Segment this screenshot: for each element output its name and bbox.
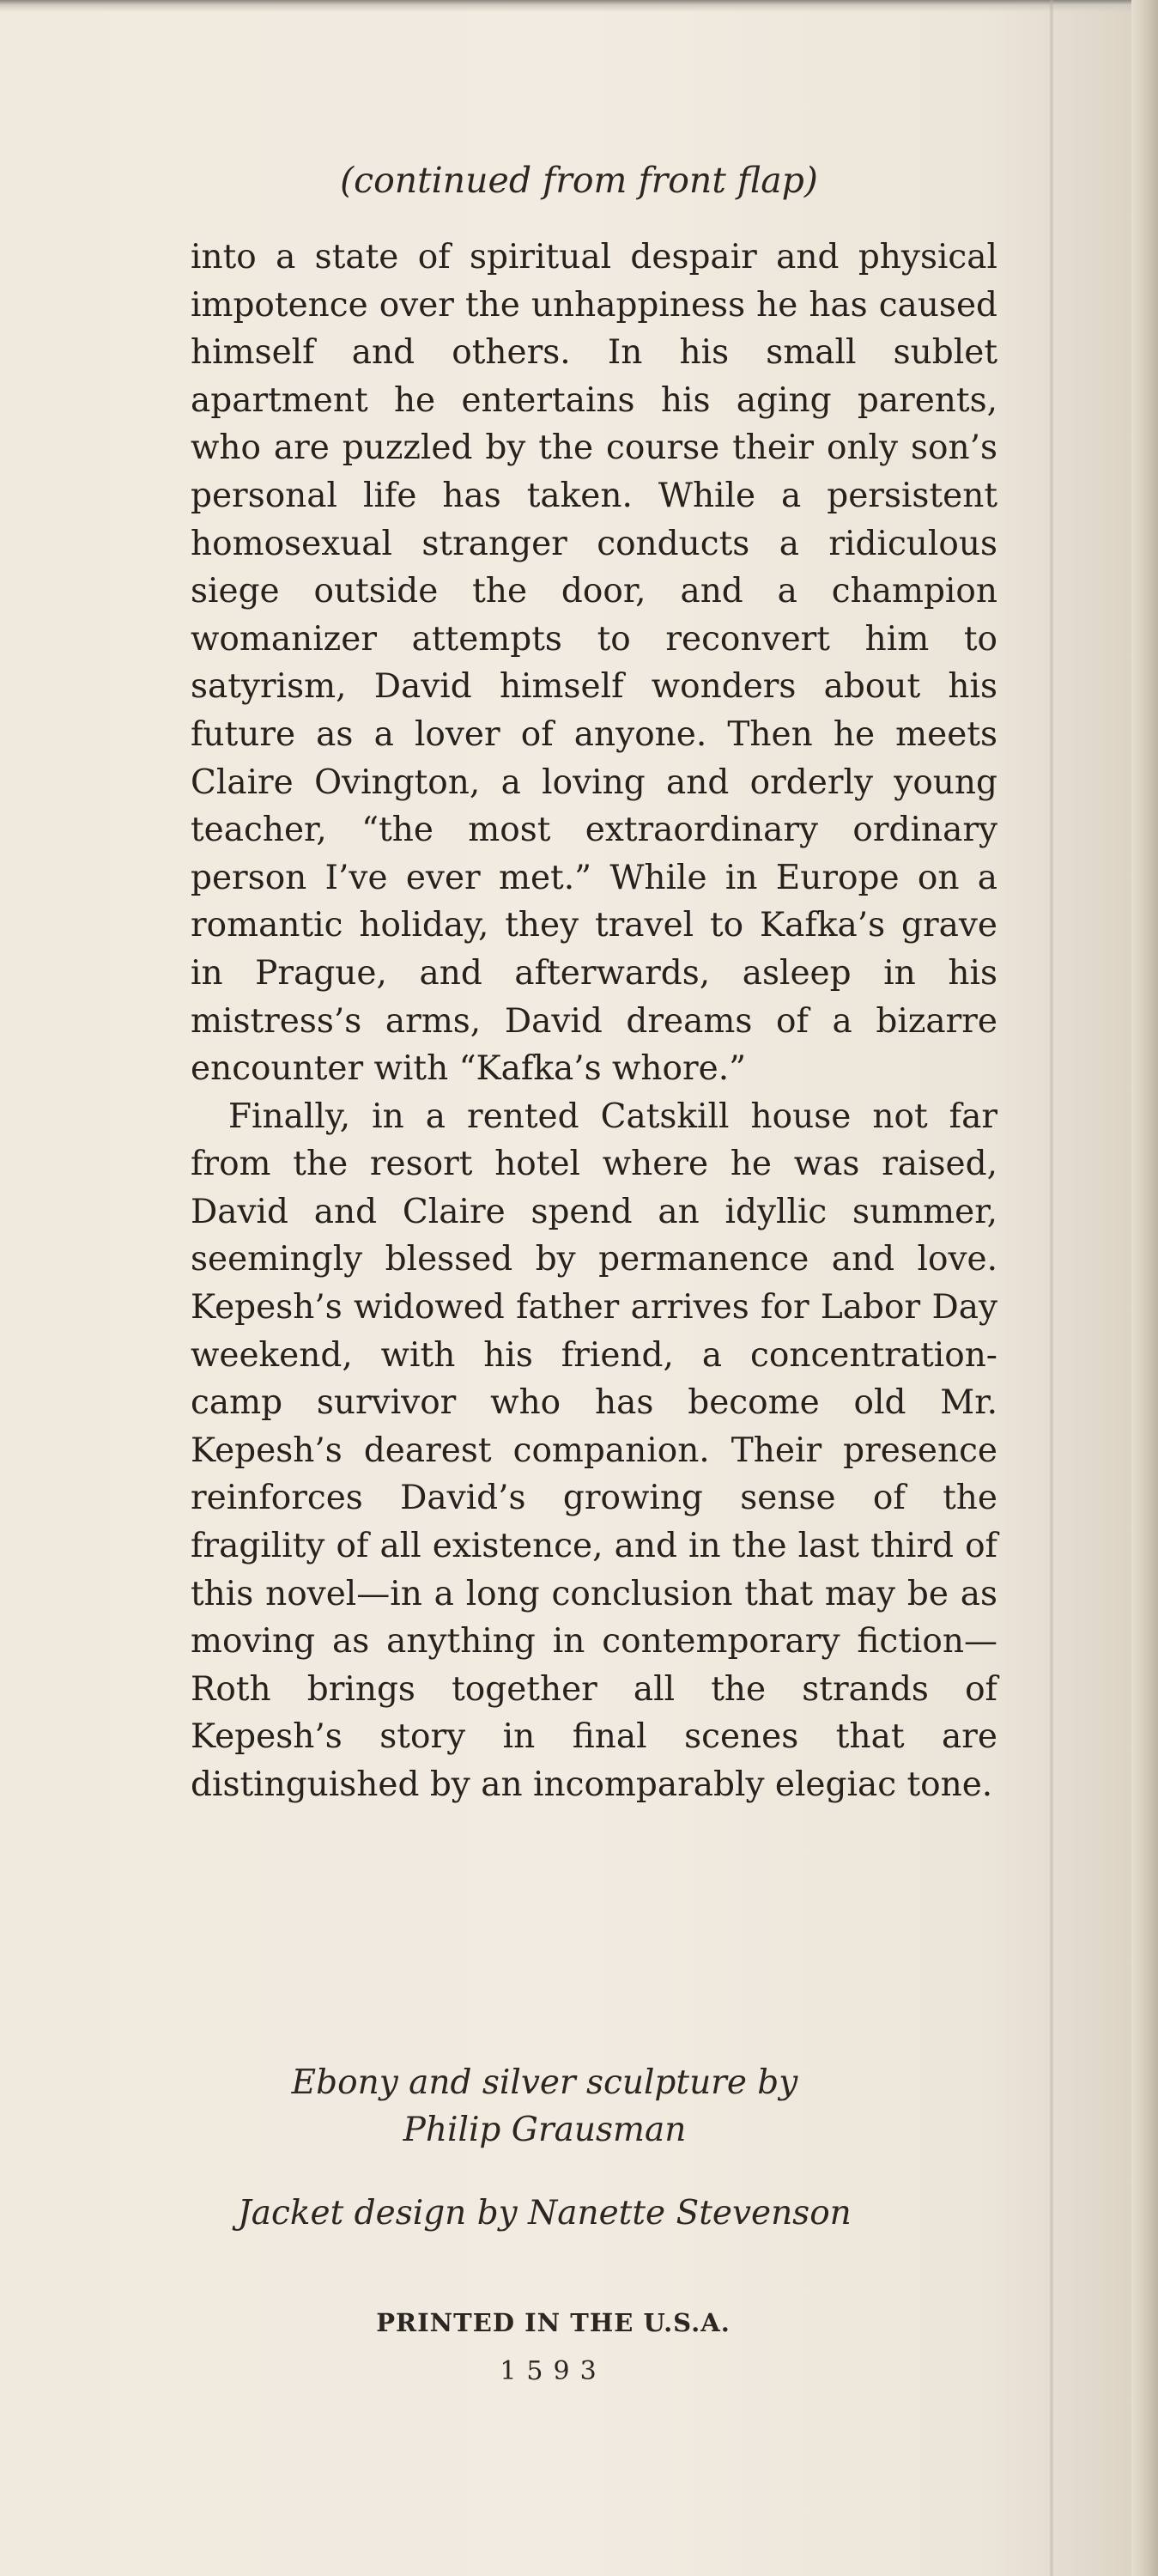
flap-paragraph-2: Finally, in a rented Catskill house not far from the resort hotel where he was raised, David and Claire spend an idyllic summer, seemingly blessed by permanence and love. Kepesh’s widowed father arrives for Labor Day weekend, with his friend, a concentration-camp survivor who has become old Mr. Kepesh’s dearest companion. Their presence reinforces David’s growing sense of the fragility of all existence, and in the last third of this novel—in a long conclusion that may be as moving as anything in contemporary fiction—Roth brings together all the strands of Kepesh’s story in final scenes that are distinguished by an incomparably elegiac tone. (191, 1097, 997, 1804)
flap-description (191, 234, 997, 1809)
sculpture-credit-line-1: Ebony and silver sculpture by (291, 2063, 798, 2102)
paper-top-edge (0, 0, 1158, 12)
flap-paragraph-1: into a state of spiritual despair and physical impotence over the unhappiness he has caused himself and others. In his small sublet apartment he entertains his aging parents, who are puzzled by the course their only son’s personal life has taken. While a persistent homosexual stranger conducts a ridiculous siege outside the door, and a champion womanizer attempts to reconvert him to satyrism, David himself wonders about his future as a lover of anyone. Then he meets Claire Ovington, a loving and orderly young teacher, “the most extraordinary ordinary person I’ve ever met.” While in Europe on a romantic holiday, they travel to Kafka’s grave in Prague, and afterwards, asleep in his mistress’s arms, David dreams of a bizarre encounter with “Kafka’s whore.” (191, 238, 997, 1089)
jacket-code: 1593 (500, 2356, 607, 2386)
continued-note: (continued from front flap) (340, 160, 818, 201)
printed-notice: PRINTED IN THE U.S.A. (376, 2308, 731, 2337)
sculpture-credit-line-2: Philip Grausman (403, 2111, 687, 2149)
paper-right-edge (1131, 0, 1158, 2576)
jacket-design-credit: Jacket design by Nanette Stevenson (238, 2194, 852, 2233)
sculpture-credit (0, 2059, 1124, 2154)
